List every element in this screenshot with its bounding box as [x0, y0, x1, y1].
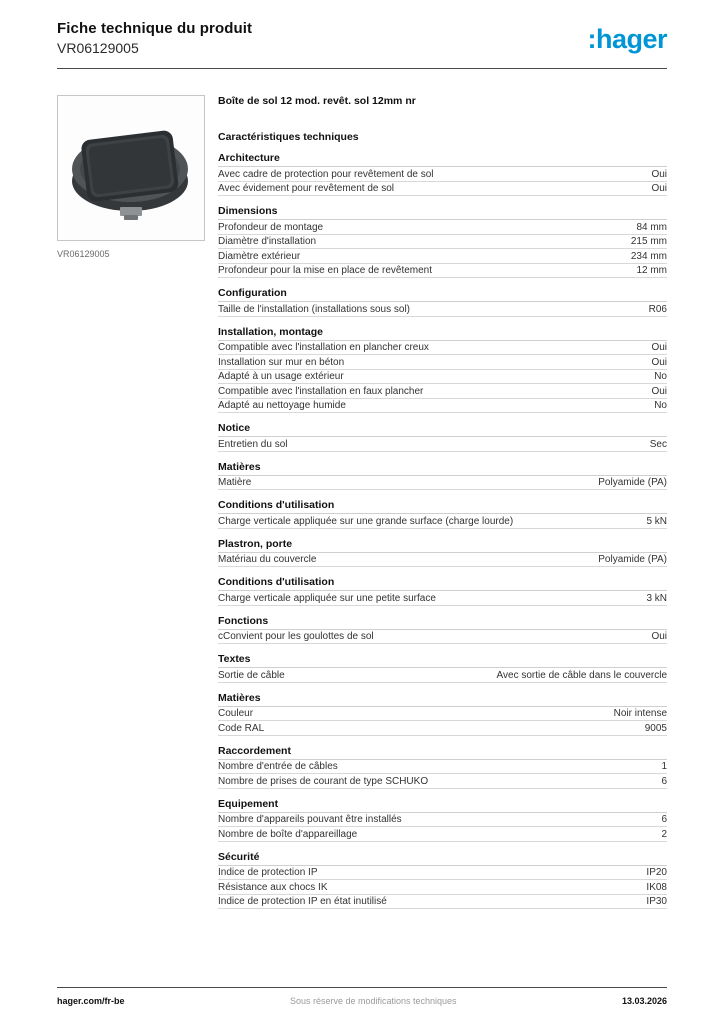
- footer-disclaimer: Sous réserve de modifications techniques: [289, 996, 457, 1006]
- spec-label: Nombre de prises de courant de type SCHUKO: [218, 775, 429, 787]
- spec-section: [218, 422, 667, 452]
- spec-row: [218, 760, 667, 775]
- spec-row: [218, 668, 667, 683]
- spec-row: [218, 220, 667, 235]
- spec-section: [218, 653, 667, 683]
- spec-section: [218, 205, 667, 278]
- spec-row: [218, 591, 667, 606]
- spec-value: Oui: [651, 183, 667, 194]
- spec-section-title: Matières: [218, 692, 667, 707]
- header-divider: [57, 68, 667, 69]
- spec-value: Polyamide (PA): [598, 554, 667, 565]
- spec-label: Entretien du sol: [218, 438, 288, 450]
- spec-row: [218, 880, 667, 895]
- spec-section: [218, 692, 667, 736]
- spec-value: IK08: [646, 881, 667, 893]
- footer: [57, 987, 667, 1006]
- spec-label: Adapté à un usage extérieur: [218, 371, 344, 382]
- spec-label: Installation sur mur en béton: [218, 356, 345, 368]
- floor-box-illustration: [58, 95, 204, 241]
- page-title: Fiche technique du produit: [57, 20, 253, 37]
- spec-label: Nombre de boîte d'appareillage: [218, 828, 358, 840]
- spec-section: [218, 538, 667, 568]
- spec-row: [218, 264, 667, 279]
- spec-label: Diamètre d'installation: [218, 236, 317, 247]
- spec-section: [218, 745, 667, 789]
- spec-value: 1: [661, 761, 667, 772]
- spec-row: [218, 514, 667, 529]
- spec-row: [218, 895, 667, 910]
- spec-section-title: Installation, montage: [218, 326, 667, 341]
- spec-label: Profondeur pour la mise en place de revêtement: [218, 265, 433, 276]
- spec-value: 6: [661, 775, 667, 787]
- spec-label: Charge verticale appliquée sur une grande surface (charge lourde): [218, 515, 514, 527]
- spec-section-title: Dimensions: [218, 205, 667, 220]
- spec-section-title: Equipement: [218, 798, 667, 813]
- spec-value: 5 kN: [646, 515, 667, 527]
- spec-section-title: Conditions d'utilisation: [218, 499, 667, 514]
- spec-label: Couleur: [218, 708, 254, 719]
- spec-section: [218, 576, 667, 606]
- spec-row: [218, 630, 667, 645]
- spec-label: Compatible avec l'installation en plancher creux: [218, 342, 429, 353]
- spec-section-title: Notice: [218, 422, 667, 437]
- spec-row: [218, 553, 667, 568]
- product-image: [57, 95, 205, 241]
- spec-row: [218, 866, 667, 881]
- spec-value: R06: [648, 303, 667, 315]
- spec-section-title: Plastron, porte: [218, 538, 667, 553]
- spec-value: 9005: [644, 722, 667, 734]
- spec-value: IP20: [646, 867, 667, 878]
- spec-label: Code RAL: [218, 722, 265, 734]
- header: [57, 20, 667, 56]
- spec-label: Diamètre extérieur: [218, 250, 301, 262]
- spec-value: 12 mm: [636, 265, 667, 276]
- product-name: Boîte de sol 12 mod. revêt. sol 12mm nr: [218, 95, 416, 107]
- spec-value: IP30: [646, 896, 667, 907]
- spec-sections: [218, 152, 667, 909]
- spec-section: [218, 287, 667, 317]
- spec-row: [218, 707, 667, 722]
- spec-label: Matière: [218, 477, 252, 488]
- product-image-column: [57, 95, 205, 909]
- spec-section-title: Sécurité: [218, 851, 667, 866]
- spec-section: [218, 461, 667, 491]
- spec-row: [218, 827, 667, 842]
- spec-value: 215 mm: [630, 236, 667, 247]
- spec-label: Indice de protection IP en état inutilisé: [218, 896, 387, 907]
- spec-label: Compatible avec l'installation en faux plancher: [218, 385, 424, 397]
- spec-row: [218, 341, 667, 356]
- spec-row: [218, 355, 667, 370]
- spec-label: Nombre d'appareils pouvant être installés: [218, 814, 402, 825]
- spec-value: 84 mm: [636, 221, 667, 233]
- spec-row: [218, 235, 667, 250]
- footer-website-link[interactable]: hager.com/fr-be: [57, 996, 125, 1006]
- spec-label: Taille de l'installation (installations sous sol): [218, 303, 411, 315]
- spec-value: Oui: [651, 168, 667, 180]
- spec-label: Avec cadre de protection pour revêtement de sol: [218, 168, 434, 180]
- spec-section-title: Configuration: [218, 287, 667, 302]
- spec-section: [218, 152, 667, 196]
- spec-label: Avec évidement pour revêtement de sol: [218, 183, 395, 194]
- spec-row: [218, 167, 667, 182]
- spec-label: Profondeur de montage: [218, 221, 324, 233]
- spec-section: [218, 615, 667, 645]
- spec-section: [218, 499, 667, 529]
- spec-value: Sec: [649, 438, 667, 450]
- spec-row: [218, 302, 667, 317]
- spec-section-title: Fonctions: [218, 615, 667, 630]
- spec-value: 6: [661, 814, 667, 825]
- spec-value: Oui: [651, 385, 667, 397]
- spec-value: No: [654, 371, 667, 382]
- spec-label: Indice de protection IP: [218, 867, 318, 878]
- spec-value: 2: [661, 828, 667, 840]
- spec-label: Sortie de câble: [218, 669, 285, 681]
- spec-value: Polyamide (PA): [598, 477, 667, 488]
- spec-label: cConvient pour les goulottes de sol: [218, 631, 374, 642]
- spec-section-title: Architecture: [218, 152, 667, 167]
- spec-row: [218, 249, 667, 264]
- spec-value: Oui: [651, 356, 667, 368]
- spec-row: [218, 437, 667, 452]
- spec-row: [218, 370, 667, 385]
- header-text-block: [57, 20, 252, 56]
- spec-value: Noir intense: [613, 708, 667, 719]
- spec-row: [218, 476, 667, 491]
- spec-row: [218, 399, 667, 414]
- footer-date: 13.03.2026: [621, 996, 667, 1006]
- spec-label: Adapté au nettoyage humide: [218, 400, 346, 411]
- spec-label: Charge verticale appliquée sur une petite surface: [218, 592, 436, 604]
- spec-value: 3 kN: [646, 592, 667, 604]
- spec-section-title: Conditions d'utilisation: [218, 576, 667, 591]
- spec-section-title: Matières: [218, 461, 667, 476]
- content: [57, 95, 667, 909]
- hager-logo: :hager: [587, 24, 667, 54]
- footer-row: [57, 996, 667, 1006]
- spec-section: [218, 326, 667, 414]
- spec-value: 234 mm: [630, 250, 667, 262]
- spec-row: [218, 774, 667, 789]
- footer-divider: [57, 987, 667, 988]
- product-image-caption: VR06129005: [57, 249, 110, 259]
- spec-value: Avec sortie de câble dans le couvercle: [496, 669, 667, 681]
- spec-value: Oui: [651, 342, 667, 353]
- spec-section-title: Raccordement: [218, 745, 667, 760]
- spec-column: [218, 95, 667, 909]
- spec-label: Matériau du couvercle: [218, 554, 317, 565]
- spec-section: [218, 798, 667, 842]
- spec-row: [218, 384, 667, 399]
- spec-label: Résistance aux chocs IK: [218, 881, 328, 893]
- spec-label: Nombre d'entrée de câbles: [218, 761, 338, 772]
- spec-value: Oui: [651, 631, 667, 642]
- specs-title: Caractéristiques techniques: [218, 131, 359, 143]
- spec-row: [218, 721, 667, 736]
- spec-section-title: Textes: [218, 653, 667, 668]
- spec-row: [218, 182, 667, 197]
- spec-row: [218, 813, 667, 828]
- spec-section: [218, 851, 667, 910]
- product-code: VR06129005: [57, 40, 139, 56]
- spec-value: No: [654, 400, 667, 411]
